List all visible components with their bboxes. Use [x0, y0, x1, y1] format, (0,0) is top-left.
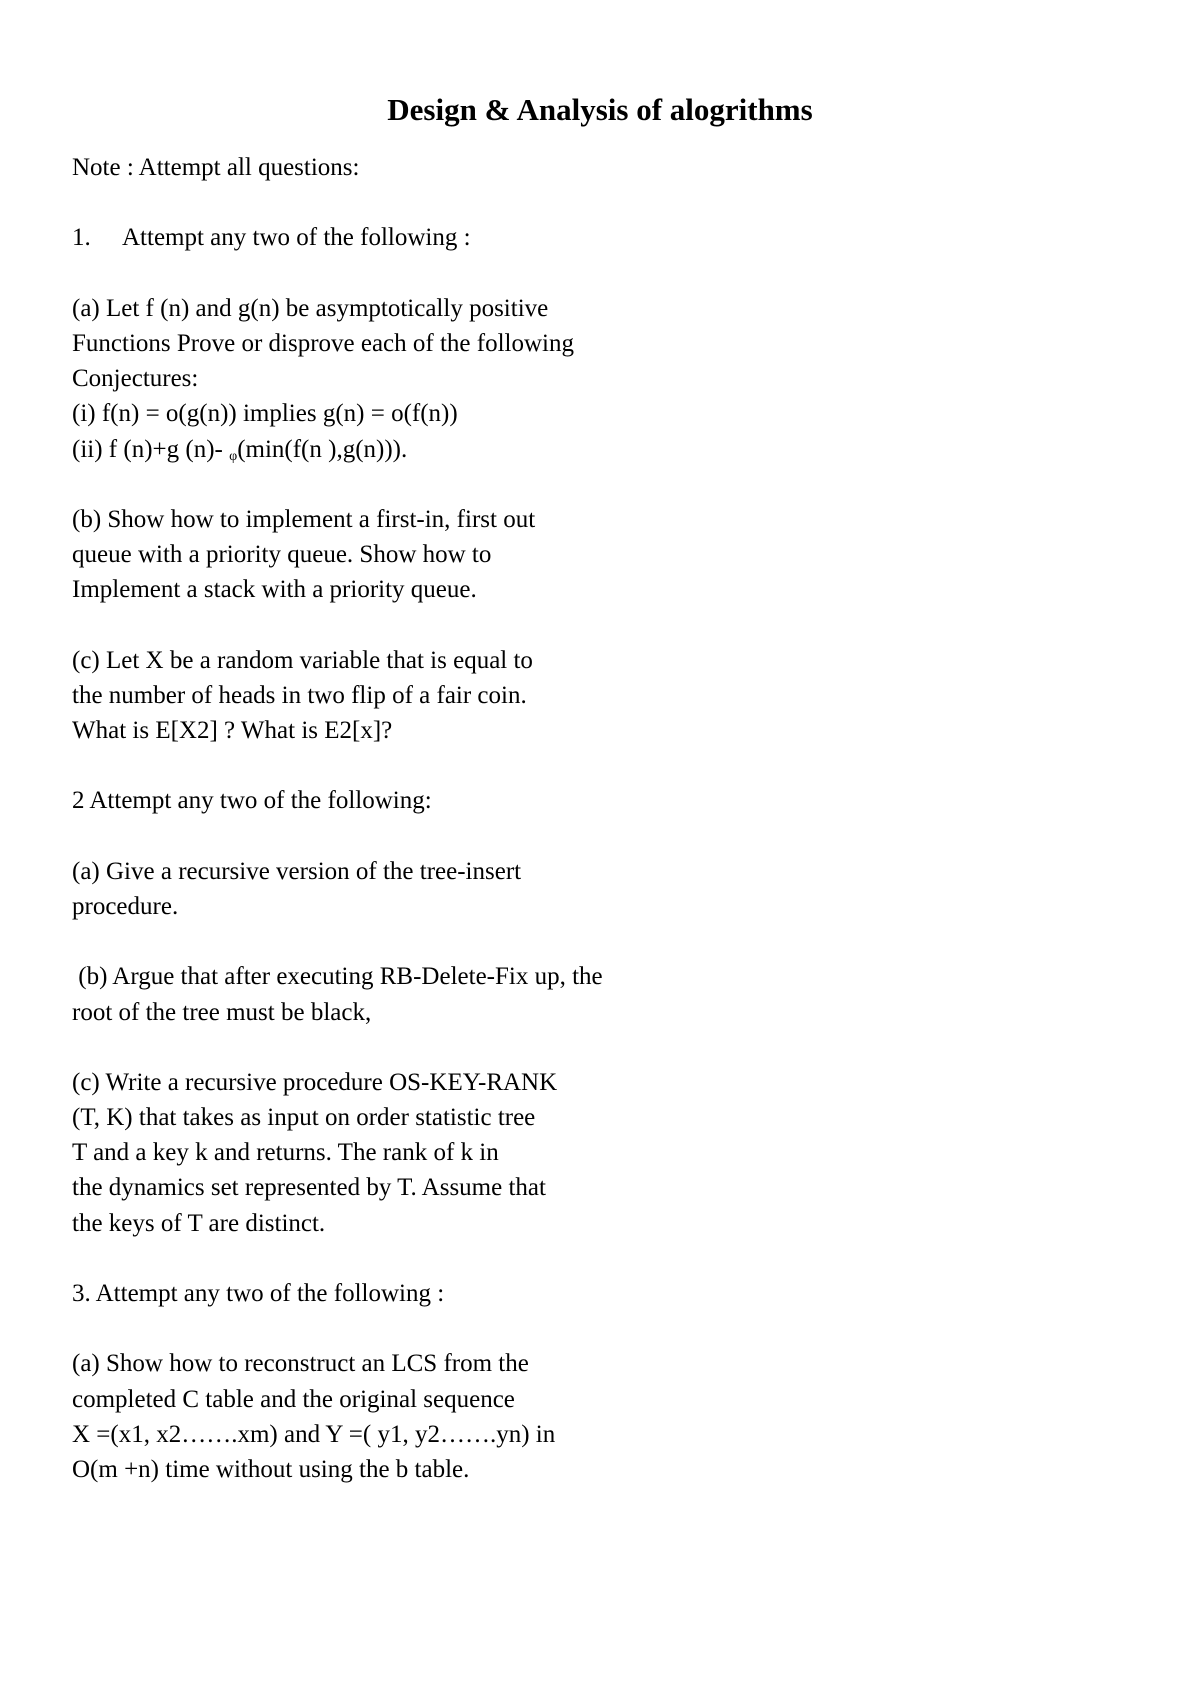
- q2c-line: (c) Write a recursive procedure OS-KEY-RANK: [72, 1068, 558, 1096]
- q2c-line: the keys of T are distinct.: [72, 1209, 326, 1237]
- q1c-line: (c) Let X be a random variable that is equal to: [72, 646, 533, 674]
- q1a-ii-line: [72, 432, 772, 467]
- q1a-line: Conjectures:: [72, 365, 199, 393]
- document-body: [72, 150, 772, 1487]
- spacer: [72, 185, 772, 220]
- q2b-line: root of the tree must be black,: [72, 998, 372, 1026]
- question-1-number: 1.: [72, 224, 91, 252]
- question-1-heading: [72, 220, 772, 255]
- q2a-line: (a) Give a recursive version of the tree-insert: [72, 857, 522, 885]
- q1b-line: Implement a stack with a priority queue.: [72, 576, 477, 604]
- q1a-line: (i) f(n) = o(g(n)) implies g(n) = o(f(n)): [72, 400, 458, 428]
- q2c-line: (T, K) that takes as input on order statistic tree: [72, 1104, 536, 1132]
- q1b-line: queue with a priority queue. Show how to: [72, 541, 492, 569]
- q2a-line: procedure.: [72, 892, 179, 920]
- spacer: [72, 1241, 772, 1276]
- q2b-line: (b) Argue that after executing RB-Delete-Fix up, the: [72, 963, 603, 991]
- spacer: [72, 819, 772, 854]
- q3a-line: X =(x1, x2…….xm) and Y =( y1, y2…….yn) in: [72, 1420, 556, 1448]
- q3a-line: completed C table and the original sequence: [72, 1385, 515, 1413]
- spacer: [72, 256, 772, 291]
- spacer: [72, 607, 772, 642]
- spacer: [72, 1030, 772, 1065]
- note-line: Note : Attempt all questions:: [72, 154, 360, 181]
- spacer: [72, 748, 772, 783]
- question-1-heading-text: Attempt any two of the following :: [122, 224, 471, 252]
- q3a-line: O(m +n) time without using the b table.: [72, 1455, 470, 1483]
- q1c-line: What is E[X2] ? What is E2[x]?: [72, 717, 393, 744]
- q1b-line: (b) Show how to implement a first-in, first out: [72, 505, 536, 533]
- q1a-ii-prefix: (ii) f (n)+g (n)-: [72, 435, 230, 463]
- spacer: [72, 924, 772, 959]
- q2c-line: T and a key k and returns. The rank of k in: [72, 1139, 499, 1167]
- question-2-heading: 2 Attempt any two of the following:: [72, 787, 432, 815]
- q3a-line: (a) Show how to reconstruct an LCS from the: [72, 1350, 529, 1378]
- phi-symbol: φ: [229, 448, 238, 464]
- q2c-line: the dynamics set represented by T. Assume that: [72, 1174, 546, 1202]
- q1a-line: Functions Prove or disprove each of the following: [72, 329, 574, 357]
- spacer: [72, 1311, 772, 1346]
- document-title: Design & Analysis of alogrithms: [387, 92, 813, 127]
- q1a-ii-suffix: (min(f(n ),g(n))).: [237, 435, 408, 463]
- spacer: [72, 467, 772, 502]
- question-3-heading: 3. Attempt any two of the following :: [72, 1280, 445, 1307]
- q1a-line: (a) Let f (n) and g(n) be asymptotically positive: [72, 294, 549, 322]
- q1c-line: the number of heads in two flip of a fair coin.: [72, 681, 527, 709]
